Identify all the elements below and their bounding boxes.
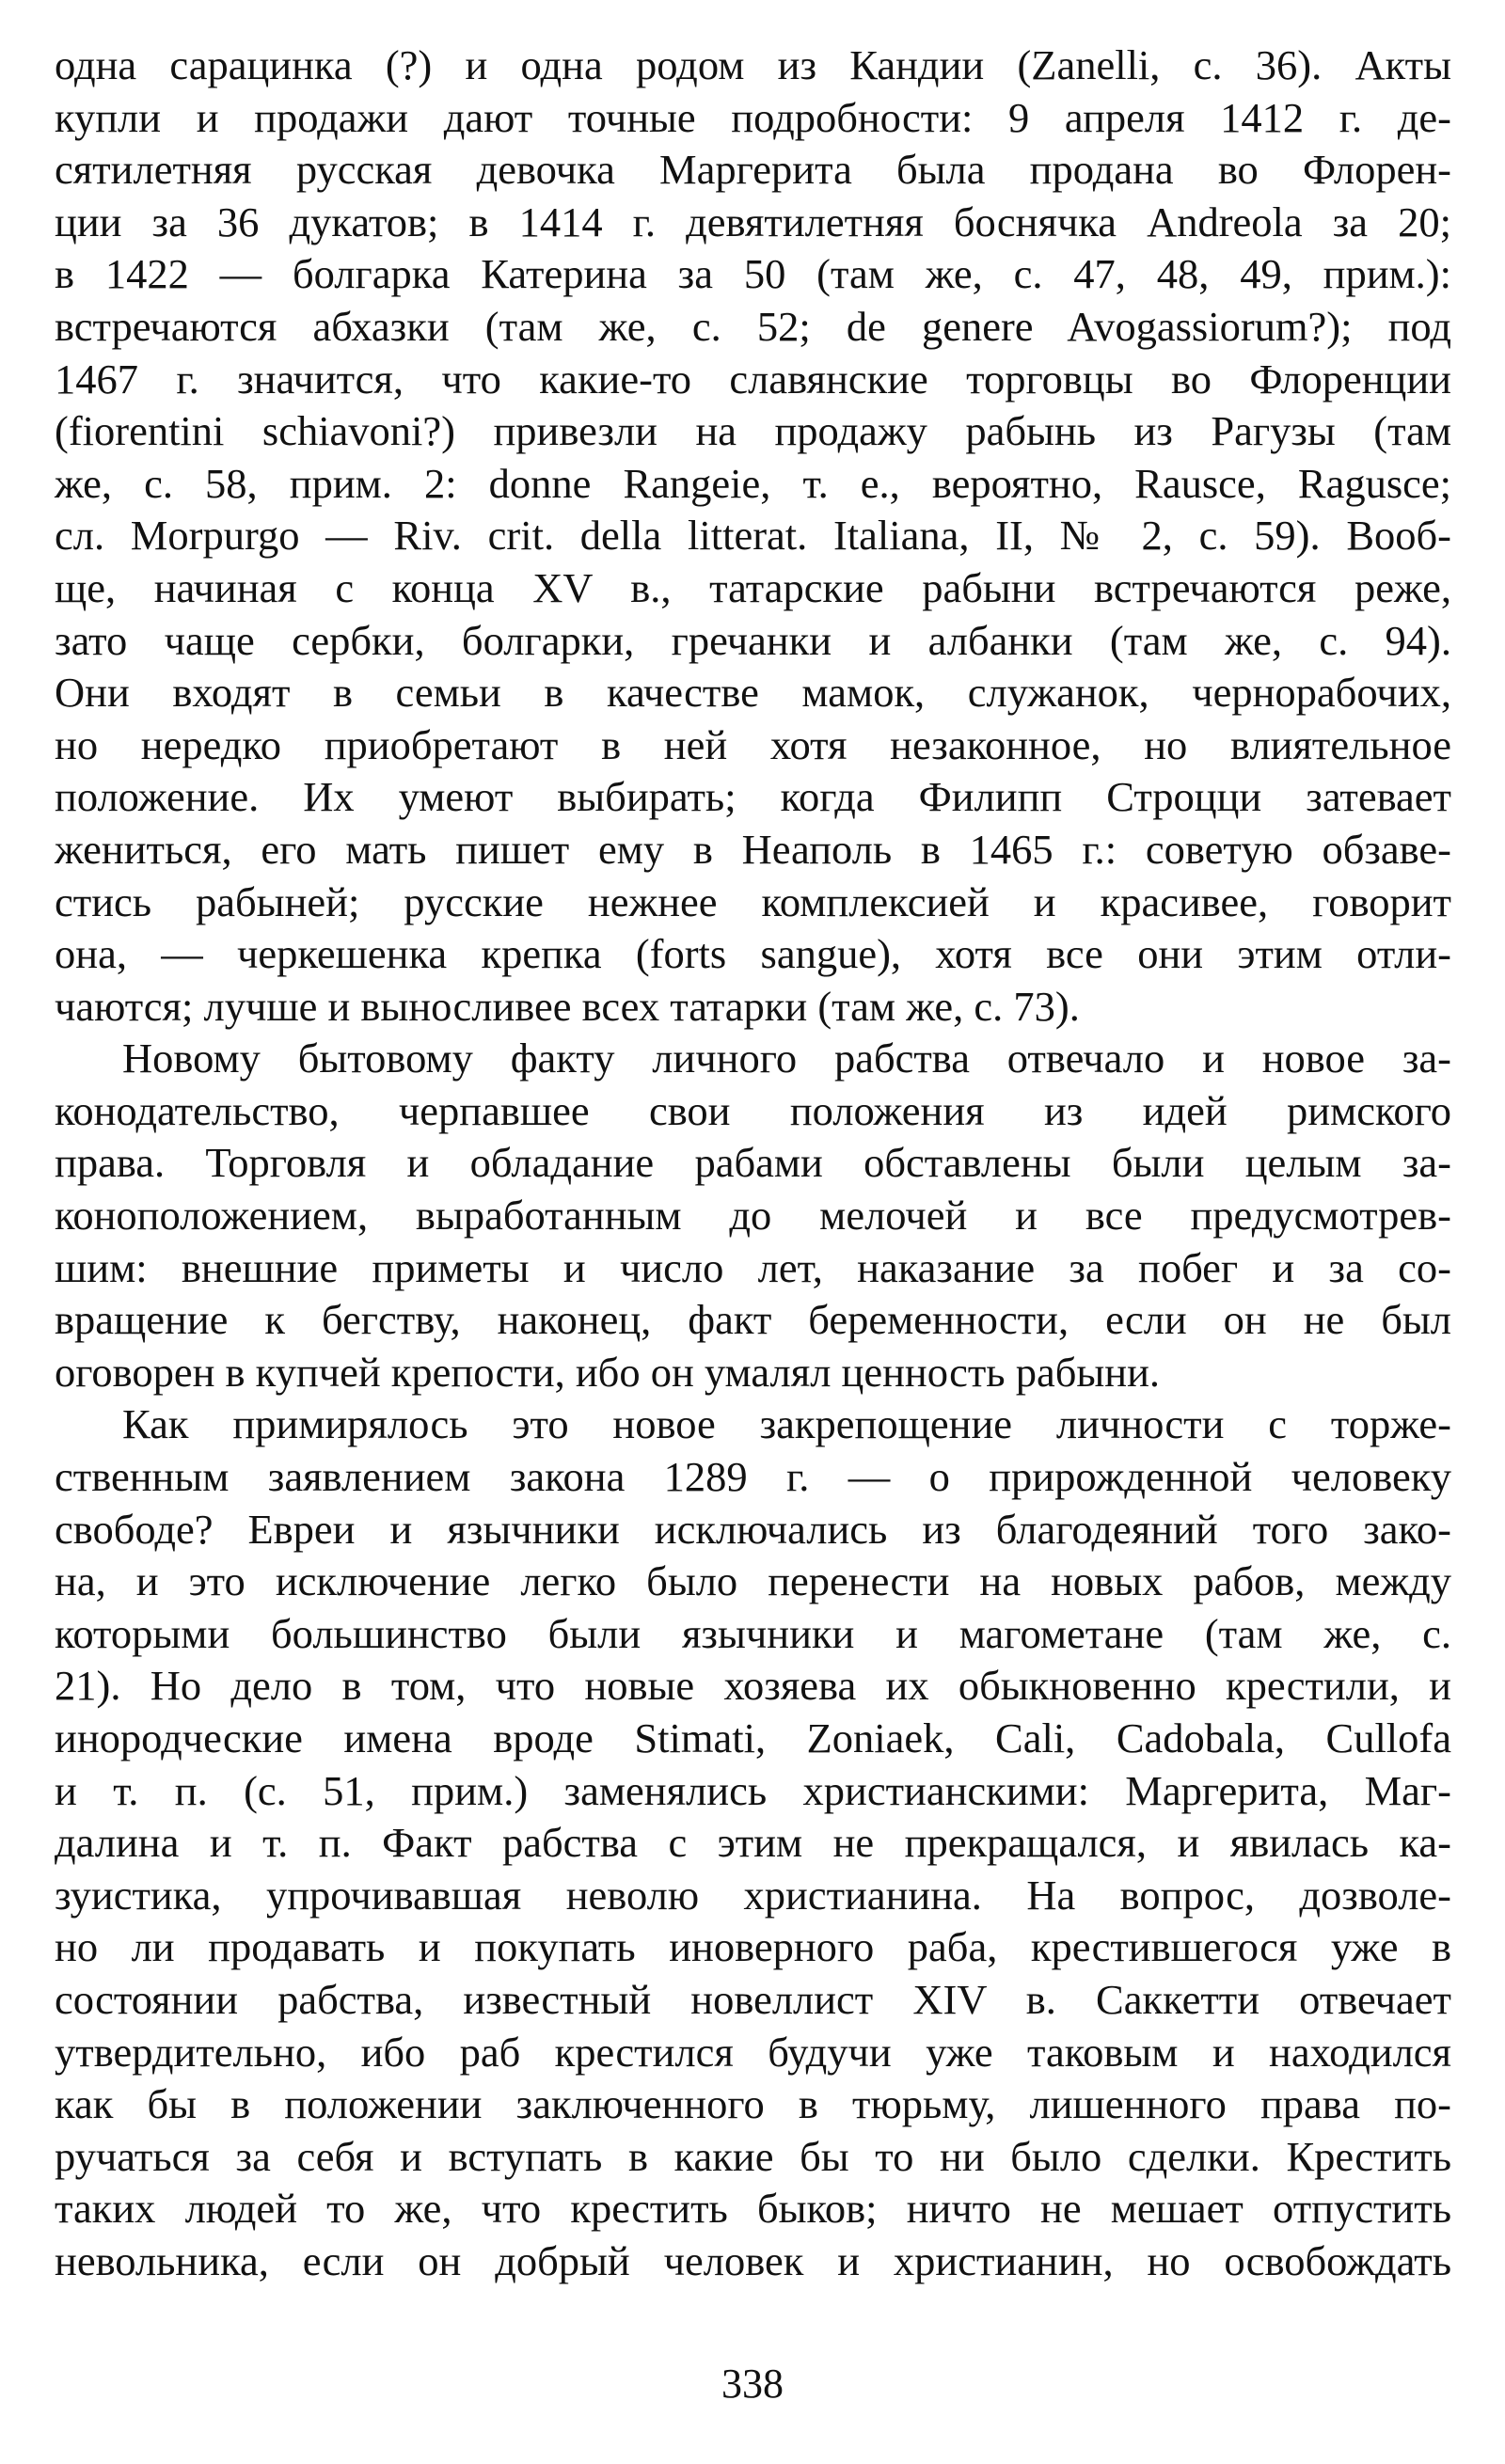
text-line: зато чаще сербки, болгарки, гречанки и албанки (там же, с. 94). xyxy=(55,616,1451,664)
text-line: в 1422 — болгарка Катерина за 50 (там же, с. 47, 48, 49, прим.): xyxy=(55,250,1451,298)
page-number: 338 xyxy=(721,2361,784,2407)
paragraph xyxy=(55,1033,1451,1398)
text-line: встречаются абхазки (там же, с. 52; de genere Avogassiorum?); под xyxy=(55,302,1451,350)
text-line: сл. Morpurgo — Riv. crit. della litterat. Italiana, II, № 2, с. 59). Вооб- xyxy=(55,512,1451,560)
text-line: (fiorentini schiavoni?) привезли на продажу рабынь из Рагузы (там xyxy=(55,407,1451,455)
text-line: права. Торговля и обладание рабами обставлены были целым за- xyxy=(55,1139,1451,1187)
text-line: оговорен в купчей крепости, ибо он умалял ценность рабыни. xyxy=(55,1348,1161,1396)
text-line: чаются; лучше и выносливее всех татарки (там же, с. 73). xyxy=(55,982,1080,1030)
text-line: же, с. 58, прим. 2: donne Rangeie, т. е., вероятно, Rausce, Ragusce; xyxy=(55,459,1451,507)
text-line: одна сарацинка (?) и одна родом из Кандии (Zanelli, с. 36). Акты xyxy=(55,41,1451,88)
text-line: шим: внешние приметы и число лет, наказание за побег и за со- xyxy=(55,1243,1451,1291)
text-line: коноположением, выработанным до мелочей и все предусмотрев- xyxy=(55,1192,1451,1240)
text-line: 21). Но дело в том, что новые хозяева их обыкновенно крестили, и xyxy=(55,1662,1451,1710)
text-line: которыми большинство были язычники и магометане (там же, с. xyxy=(55,1609,1451,1657)
text-line: ще, начиная с конца XV в., татарские рабыни встречаются реже, xyxy=(55,563,1451,611)
text-line: но ли продавать и покупать иноверного раба, крестившегося уже в xyxy=(55,1923,1451,1971)
text-line: зуистика, упрочивавшая неволю христианина. На вопрос, дозволе- xyxy=(55,1871,1451,1919)
text-line: невольника, если он добрый человек и христианин, но освобождать xyxy=(55,2236,1451,2284)
text-line: вращение к бегству, наконец, факт беременности, если он не был xyxy=(55,1296,1451,1344)
text-line: ручаться за себя и вступать в какие бы то ни было сделки. Крестить xyxy=(55,2132,1451,2180)
text-line: состоянии рабства, известный новеллист XIV в. Саккетти отвечает xyxy=(55,1975,1451,2023)
text-line: Новому бытовому факту личного рабства отвечало и новое за- xyxy=(122,1035,1451,1082)
text-line: на, и это исключение легко было перенести на новых рабов, между xyxy=(55,1557,1451,1605)
text-line: инородческие имена вроде Stimati, Zoniaek, Cali, Cadobala, Cullofa xyxy=(55,1714,1451,1761)
text-line: купли и продажи дают точные подробности: 9 апреля 1412 г. де- xyxy=(55,93,1451,141)
text-line: как бы в положении заключенного в тюрьму, лишенного права по- xyxy=(55,2080,1451,2128)
text-line: сятилетняя русская девочка Маргерита была продана во Флорен- xyxy=(55,146,1451,194)
text-line: и т. п. (с. 51, прим.) заменялись христианскими: Маргерита, Маг- xyxy=(55,1766,1451,1814)
text-line: она, — черкешенка крепка (forts sangue), хотя все они этим отли- xyxy=(55,930,1451,978)
text-line: таких людей то же, что крестить быков; ничто не мешает отпустить xyxy=(55,2185,1451,2233)
text-line: жениться, его мать пишет ему в Неаполь в 1465 г.: советую обзаве- xyxy=(55,825,1451,873)
text-line: конодательство, черпавшее свои положения из идей римского xyxy=(55,1086,1451,1134)
text-line: Как примирялось это новое закрепощение личности с торже- xyxy=(122,1400,1451,1448)
text-line: утвердительно, ибо раб крестился будучи уже таковым и находился xyxy=(55,2028,1451,2076)
text-line: ции за 36 дукатов; в 1414 г. девятилетняя боснячка Andreola за 20; xyxy=(55,197,1451,245)
paragraph xyxy=(55,39,1451,1033)
text-line: Они входят в семьи в качестве мамок, служанок, чернорабочих, xyxy=(55,669,1451,717)
text-line: далина и т. п. Факт рабства с этим не прекращался, и явилась ка- xyxy=(55,1819,1451,1867)
text-line: 1467 г. значится, что какие-то славянские торговцы во Флоренции xyxy=(55,355,1451,403)
text-line: ственным заявлением закона 1289 г. — о прирожденной человеку xyxy=(55,1453,1451,1501)
page-body xyxy=(55,39,1451,2288)
text-line: положение. Их умеют выбирать; когда Филипп Строцци затевает xyxy=(55,773,1451,821)
text-line: свободе? Евреи и язычники исключались из благодеяний того зако- xyxy=(55,1505,1451,1553)
text-line: но нередко приобретают в ней хотя незаконное, но влиятельное xyxy=(55,720,1451,768)
paragraph xyxy=(55,1398,1451,2287)
text-line: стись рабыней; русские нежнее комплексией и красивее, говорит xyxy=(55,877,1451,925)
